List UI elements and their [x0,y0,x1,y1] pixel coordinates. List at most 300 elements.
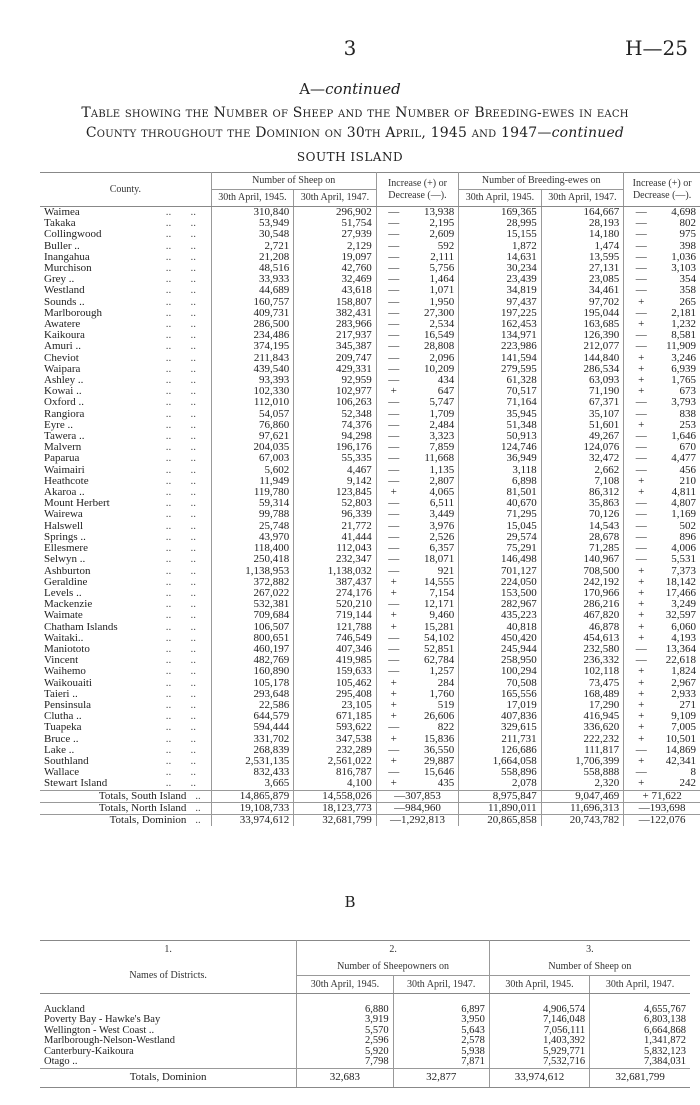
county-name: Akaroa .. [44,486,85,499]
change-value: 22,618 [665,654,696,667]
leader-dots: .. [165,553,172,566]
ewes-1947: 13,595 [541,252,624,263]
change-sign: — [388,374,400,387]
total-s45: 19,108,733 [211,802,294,814]
change-sign: — [388,340,400,353]
leader-dots: .. [190,396,196,409]
change-value: 502 [679,519,696,532]
total-e47: 9,047,469 [541,790,624,802]
ewes-1945: 146,498 [459,554,542,565]
total-s47: 14,558,026 [294,790,377,802]
sheep-1945: 99,788 [211,509,294,520]
totals-label [40,814,211,826]
ewes-1945: 165,556 [459,689,542,700]
sheep-1945: 97,621 [211,431,294,442]
section-a-heading [0,80,700,98]
change-value: 28,808 [423,340,455,353]
district-name: Canterbury-Kaikoura [44,1045,134,1057]
value-s47: 6,664,868 [590,1026,690,1037]
ewes-1947: 14,543 [541,521,624,532]
change-sign: — [388,362,400,375]
ewes-1945: 2,078 [459,778,542,790]
change-sign: — [635,530,647,543]
change-sign: — [635,228,647,241]
leader-dots: .. [190,362,196,375]
change-sign: — [388,553,400,566]
leader-dots: .. [190,206,196,218]
ewes-1947: 67,371 [541,397,624,408]
county-name: Rangiora [44,407,85,420]
change-value: 26,606 [423,710,455,723]
leader-dots: .. [190,609,196,622]
leader-dots: .. [165,486,172,499]
table-row [40,1036,690,1047]
change-value: 29,887 [423,754,455,767]
leader-dots: .. [165,530,172,543]
ewes-1945: 279,595 [459,364,542,375]
sheep-by-county-table [40,172,700,826]
leader-dots: .. [165,497,172,510]
sheep-1947: 4,100 [294,778,377,790]
ewes-1945: 211,731 [459,734,542,745]
change-sign: — [388,318,400,331]
leader-dots: .. [190,710,196,723]
leader-dots: .. [190,553,196,566]
change-sign: — [635,553,647,566]
section-a-label: A— [299,80,326,98]
total-e45: 20,865,858 [459,814,542,826]
leader-dots: .. [165,284,172,297]
change-value: 7,859 [429,441,455,454]
change-sign: — [635,519,647,532]
leader-dots: .. [165,407,172,420]
change-value: 14,555 [423,575,455,588]
value-o45: 5,920 [297,1047,393,1058]
ewes-1945: 126,686 [459,745,542,756]
county-name: Ellesmere [44,542,88,555]
change-value: 1,036 [671,250,696,263]
change-sign: — [635,217,647,230]
change-value: 12,171 [423,598,455,611]
ewes-1947: 1,474 [541,241,624,252]
header-sheep-group: Number of Sheep on [211,173,376,190]
change-value: 6,357 [429,542,455,555]
change-sign: — [388,508,400,521]
change-value: 265 [679,295,696,308]
ewes-1947: 7,108 [541,476,624,487]
change-value: 4,807 [671,497,696,510]
sheep-1947: 105,462 [294,678,377,689]
change-sign: + [390,754,397,767]
ewes-1945: 1,872 [459,241,542,252]
change-sign: — [388,273,400,286]
value-s45: 7,146,048 [489,1015,589,1026]
sheep-1947: 92,959 [294,375,377,386]
district-name: Marlborough-Nelson-Westland [44,1035,175,1046]
leader-dots: .. [165,676,172,689]
change-value: 17,466 [665,586,696,599]
ewes-1945: 407,836 [459,711,542,722]
change-value: 592 [437,239,455,252]
change-value: 3,976 [429,519,455,532]
sheep-1947: 232,347 [294,554,377,565]
table-row [40,453,700,464]
value-o45: 5,570 [297,1026,393,1037]
change-sign: + [390,575,397,588]
header-sheep-change: Increase (+) or Decrease (—). [376,173,459,207]
ewes-1945: 70,517 [459,386,542,397]
sheep-1947: 19,097 [294,252,377,263]
sheep-1947: 283,966 [294,319,377,330]
county-name: Ashley .. [44,374,84,387]
change-sign: + [638,418,645,431]
sheep-1945: 67,003 [211,453,294,464]
change-value: 647 [437,385,455,398]
total-s47: 32,681,799 [294,814,377,826]
total-sc: —307,853 [376,790,459,802]
leader-dots: .. [190,642,196,655]
leader-dots: .. [190,474,196,487]
spacer-row [40,994,690,1005]
change-value: 3,249 [671,598,696,611]
change-value: 4,193 [671,631,696,644]
sheep-1945: 59,314 [211,498,294,509]
totals-row [40,1068,690,1087]
change-value: 921 [437,564,455,577]
county-name: Collingwood [44,228,102,241]
leader-dots: .. [165,474,172,487]
leader-dots: .. [165,766,172,779]
district-name: Wellington - West Coast .. [44,1024,155,1036]
change-sign: — [388,441,400,454]
change-sign: — [388,407,400,420]
ewes-1945: 153,500 [459,588,542,599]
change-sign: — [388,766,400,779]
change-sign: + [390,609,397,622]
ewes-1947: 212,077 [541,341,624,352]
sheep-1945: 286,500 [211,319,294,330]
ewes-1945: 75,291 [459,543,542,554]
sheep-1945: 310,840 [211,207,294,219]
totals-label: Totals, Dominion [40,1068,297,1087]
district-name: Otago .. [44,1056,78,1067]
ewes-1945: 329,615 [459,722,542,733]
change-value: 3,793 [671,396,696,409]
county-name: Taieri .. [44,687,78,700]
county-name: Westland [44,284,85,297]
sheep-1945: 372,882 [211,577,294,588]
total-s45: 33,974,612 [489,1068,589,1087]
sheep-1945: 374,195 [211,341,294,352]
ewes-1947: 32,472 [541,453,624,464]
county-name: Inangahua [44,250,90,263]
sheep-1945: 267,022 [211,588,294,599]
sheep-1947: 345,387 [294,341,377,352]
ewes-1947: 35,107 [541,409,624,420]
sheep-1945: 331,702 [211,734,294,745]
header-ewes-1947: 30th April, 1947. [541,190,624,207]
sheep-1947: 121,788 [294,622,377,633]
ewes-1947: 111,817 [541,745,624,756]
ewes-1947: 164,667 [541,207,624,219]
change-value: 456 [679,463,696,476]
leader-dots: .. [190,463,196,476]
leader-dots: .. [190,598,196,611]
table-title [10,103,700,143]
leader-dots: .. [165,351,172,364]
sheep-1945: 33,933 [211,274,294,285]
change-value: 2,181 [671,306,696,319]
change-sign: — [388,665,400,678]
sheep-1947: 52,348 [294,409,377,420]
sheep-1945: 268,839 [211,745,294,756]
change-sign: — [388,228,400,241]
ewes-1945: 51,348 [459,420,542,431]
total-s45: 33,974,612 [211,814,294,826]
change-value: 1,135 [429,463,455,476]
ewes-1945: 23,439 [459,274,542,285]
title-line-1: Table showing the Number of Sheep and the Number of Breeding-ewes in each [81,105,629,121]
value-s47: 4,655,767 [590,1005,690,1016]
county-name: Waikouaiti [44,676,92,689]
county-name: Waimairi [44,463,85,476]
ewes-1945: 71,164 [459,397,542,408]
value-o45: 2,596 [297,1036,393,1047]
change-sign: + [390,385,397,398]
leader-dots: .. [190,721,196,734]
ewes-1945: 6,898 [459,476,542,487]
value-o45: 6,880 [297,1005,393,1016]
county-name: Tawera .. [44,430,85,443]
change-value: 18,071 [423,553,455,566]
county-name: Waitaki.. [44,631,84,644]
sheep-1945: 106,507 [211,622,294,633]
ewes-1945: 30,234 [459,263,542,274]
value-s47: 5,832,123 [590,1047,690,1058]
ewes-1945: 34,819 [459,285,542,296]
county-name: Lake .. [44,743,75,756]
total-e47: 11,696,313 [541,802,624,814]
change-value: 1,824 [671,665,696,678]
sheep-1947: 2,129 [294,241,377,252]
change-sign: — [635,766,647,779]
ewes-1945: 71,295 [459,509,542,520]
leader-dots: .. [165,385,172,398]
county-name: Paparua [44,452,80,465]
value-s45: 4,906,574 [489,1005,589,1016]
leader-dots: .. [165,654,172,667]
change-sign: — [388,564,400,577]
ewes-1947: 232,580 [541,644,624,655]
leader-dots: .. [190,564,196,577]
leader-dots: .. [165,418,172,431]
change-sign: — [388,284,400,297]
leader-dots: .. [165,564,172,577]
totals-label [40,802,211,814]
ewes-1945: 3,118 [459,465,542,476]
sheep-1947: 32,469 [294,274,377,285]
sheep-1947: 746,549 [294,633,377,644]
ewes-1947: 124,076 [541,442,624,453]
totals-label [40,790,211,802]
change-value: 5,756 [429,262,455,275]
county-name: Vincent [44,654,79,667]
county-name: Halswell [44,519,84,532]
table-row [40,666,700,677]
ewes-1947: 336,620 [541,722,624,733]
ewes-1947: 70,126 [541,509,624,520]
change-sign: + [638,710,645,723]
sheep-1947: 2,561,022 [294,756,377,767]
value-s47: 7,384,031 [590,1057,690,1068]
county-name: Geraldine [44,575,88,588]
page-number: 3 [343,36,357,60]
header-districts: Names of Districts. [40,958,297,994]
ewes-1945: 701,127 [459,566,542,577]
leader-dots: .. [165,239,172,252]
header-ewes-group: Number of Breeding-ewes on [459,173,624,190]
change-sign: — [635,340,647,353]
change-sign: — [635,542,647,555]
leader-dots: .. [190,586,196,599]
change-sign: — [388,642,400,655]
change-sign: + [638,586,645,599]
county-name: Sounds .. [44,295,85,308]
ewes-1945: 15,155 [459,229,542,240]
page-reference: H—25 [625,36,688,60]
sheep-1945: 21,208 [211,252,294,263]
change-sign: — [635,262,647,275]
change-value: 15,281 [423,620,455,633]
header-owners-1945: 30th April, 1945. [297,976,393,994]
sheep-1945: 105,178 [211,678,294,689]
ewes-1945: 169,365 [459,207,542,219]
county-name: Kaikoura [44,329,85,342]
county-name: Waimate [44,609,83,622]
ewes-1947: 286,534 [541,364,624,375]
sheep-1947: 217,937 [294,330,377,341]
leader-dots: .. [190,754,196,767]
county-name: Waimea [44,206,80,218]
ewes-1945: 245,944 [459,644,542,655]
sheep-1945: 594,444 [211,722,294,733]
leader-dots: .. [165,542,172,555]
ewes-1947: 126,390 [541,330,624,341]
ewes-1945: 70,508 [459,678,542,689]
sheep-1945: 293,648 [211,689,294,700]
change-sign: + [390,620,397,633]
change-sign: + [638,620,645,633]
ewes-1947: 242,192 [541,577,624,588]
leader-dots: .. [190,665,196,678]
change-sign: — [388,295,400,308]
leader-dots: .. [190,732,196,745]
sheep-1945: 54,057 [211,409,294,420]
leader-dots: .. [190,766,196,779]
ewes-1945: 15,045 [459,521,542,532]
county-name: Southland [44,754,89,767]
change-value: 802 [679,217,696,230]
county-name: Marlborough [44,306,103,319]
leader-dots: .. [190,385,196,398]
table-row [40,397,700,408]
ewes-1947: 467,820 [541,610,624,621]
county-name: Awatere [44,318,81,331]
table-row [40,1015,690,1026]
sheep-1945: 43,970 [211,532,294,543]
ewes-1947: 416,945 [541,711,624,722]
sheep-1947: 55,335 [294,453,377,464]
leader-dots: .. [190,295,196,308]
ewes-1947: 286,216 [541,599,624,610]
change-sign: + [638,732,645,745]
county-name: Tuapeka [44,721,82,734]
leader-dots: .. [165,228,172,241]
total-ec: —193,698 [624,802,700,814]
totals-label-text: Totals, Dominion [109,813,187,826]
sheep-1945: 25,748 [211,521,294,532]
sheep-1947: 232,289 [294,745,377,756]
ewes-1945: 134,971 [459,330,542,341]
change-value: 434 [437,374,455,387]
ewes-1945: 81,501 [459,487,542,498]
sheep-1945: 2,721 [211,241,294,252]
header-owners-1947: 30th April, 1947. [393,976,489,994]
leader-dots: .. [165,620,172,633]
leader-dots: .. [190,743,196,756]
sheep-1945: 112,010 [211,397,294,408]
header-county: County. [40,173,211,207]
leader-dots: .. [165,665,172,678]
sheep-1947: 382,431 [294,308,377,319]
sheep-1945: 832,433 [211,767,294,778]
ewes-1945: 224,050 [459,577,542,588]
value-o47: 5,938 [393,1047,489,1058]
value-o47: 2,578 [393,1036,489,1047]
leader-dots: .. [190,452,196,465]
ewes-1947: 2,662 [541,465,624,476]
ewes-1947: 71,190 [541,386,624,397]
header-sheep: Number of Sheep on [489,958,690,976]
ewes-1945: 100,294 [459,666,542,677]
sheep-1947: 96,339 [294,509,377,520]
total-s47: 32,681,799 [590,1068,690,1087]
change-value: 6,511 [429,497,455,510]
change-sign: — [635,273,647,286]
change-sign: + [638,362,645,375]
leader-dots: .. [165,777,172,790]
county-name: Heathcote [44,474,89,487]
totals-label-text: Totals, South Island [98,789,187,802]
value-s47: 1,341,872 [590,1036,690,1047]
totals-row [40,802,700,814]
county-name: Eyre .. [44,418,74,431]
total-ec: —122,076 [624,814,700,826]
ewes-1947: 71,285 [541,543,624,554]
ewes-1947: 27,131 [541,263,624,274]
sheep-1947: 43,618 [294,285,377,296]
sheep-1947: 295,408 [294,689,377,700]
county-name: Maniototo [44,642,90,655]
county-name: Bruce .. [44,732,79,745]
leader-dots: .. [190,441,196,454]
change-value: 1,257 [429,665,455,678]
ewes-change [624,778,700,790]
sheep-1947: 4,467 [294,465,377,476]
change-value: 1,950 [429,295,455,308]
ewes-1947: 63,093 [541,375,624,386]
change-value: 15,646 [423,766,455,779]
